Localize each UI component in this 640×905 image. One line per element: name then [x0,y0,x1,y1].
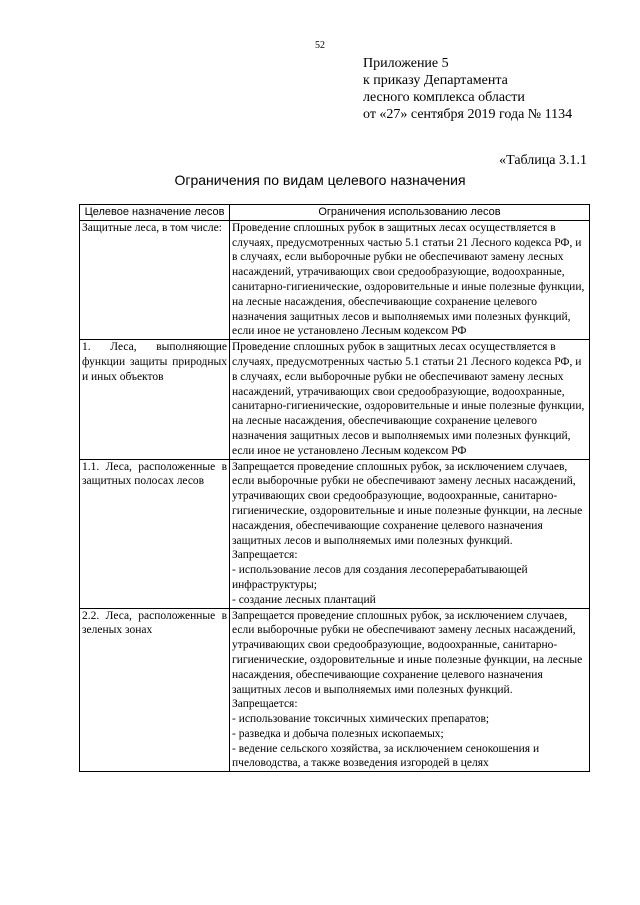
table-row [80,220,590,339]
restriction-line: - ведение сельского хозяйства, за исключением сенокошения и пчеловодства, а также возведения изгородей в целях [232,742,540,770]
purpose-cell: 2.2. Леса, расположенные в зеленых зонах [80,608,230,772]
restriction-line: - использование токсичных химических препаратов; [232,713,490,726]
restriction-line: Запрещается проведение сплошных рубок, за исключением случаев, если выборочные рубки не обеспечивают замену лесных насаждений, утрачивающих свои средообразующие, водоохранные, санитарно-гигиенические, оздоровительные и иные полезные функции, на лесные насаждения, обеспечивающие сохранение целевого назначения защитных лесов и выполняемых ими полезных функций. [232,460,583,547]
restrictions-cell [230,340,590,459]
restriction-line: Проведение сплошных рубок в защитных лесах осуществляется в случаях, предусмотренных частью 5.1 статьи 21 Лесного кодекса РФ, и в случаях, если выборочные рубки не обеспечивают замену лесных насаждений, утрачивающих свои средообразующие, водоохранные, санитарно-гигиенические, оздоровительные и иные полезные функции, на лесные насаждения, обеспечивающие сохранение целевого назначения защитных лесов и выполняемых ими полезных функций, если иное не установлено Лесным кодексом РФ [232,221,585,338]
purpose-cell: 1.1. Леса, расположенные в защитных полосах лесов [80,459,230,608]
restriction-line: - использование лесов для создания лесоперерабатывающей инфраструктуры; [232,564,528,591]
table-row [80,608,590,772]
appendix-block [363,55,572,123]
table-title: Ограничения по видам целевого назначения [174,172,466,188]
table-row [80,459,590,608]
restriction-line: Запрещается: [232,549,298,562]
appendix-line: от «27» сентября 2019 года № 1134 [363,107,573,122]
purpose-cell: 1. Леса, выполняющие функции защиты природных и иных объектов [80,340,230,459]
header-purpose: Целевое назначение лесов [80,205,230,221]
appendix-line: лесного комплекса области [363,90,525,105]
restrictions-table [79,204,590,772]
appendix-line: к приказу Департамента [363,73,508,88]
page-number: 52 [315,40,325,51]
restrictions-cell [230,608,590,772]
restriction-line: Проведение сплошных рубок в защитных лесах осуществляется в случаях, предусмотренных частью 5.1 статьи 21 Лесного кодекса РФ, и в случаях, если выборочные рубки не обеспечивают замену лесных насаждений, утрачивающих свои средообразующие, водоохранные, санитарно-гигиенические, оздоровительные и иные полезные функции, на лесные насаждения, обеспечивающие сохранение целевого назначения защитных лесов и выполняемых ими полезных функций, если иное не установлено Лесным кодексом РФ [232,341,585,457]
purpose-cell: Защитные леса, в том числе: [80,220,230,339]
header-restrictions: Ограничения использованию лесов [230,205,590,221]
restriction-line: - разведка и добыча полезных ископаемых; [232,727,444,740]
table-row [80,340,590,459]
restriction-line: - создание лесных плантаций [232,593,376,606]
appendix-line: Приложение 5 [363,56,449,71]
table-header-row [80,205,590,221]
restrictions-cell [230,459,590,608]
table-label: «Таблица 3.1.1 [499,153,587,168]
restrictions-cell [230,220,590,339]
restriction-line: Запрещается: [232,698,298,711]
restriction-line: Запрещается проведение сплошных рубок, за исключением случаев, если выборочные рубки не обеспечивают замену лесных насаждений, утрачивающих свои средообразующие, водоохранные, санитарно-гигиенические, оздоровительные и иные полезные функции, на лесные насаждения, обеспечивающие сохранение целевого назначения защитных лесов и выполняемых ими полезных функций. [232,609,583,696]
